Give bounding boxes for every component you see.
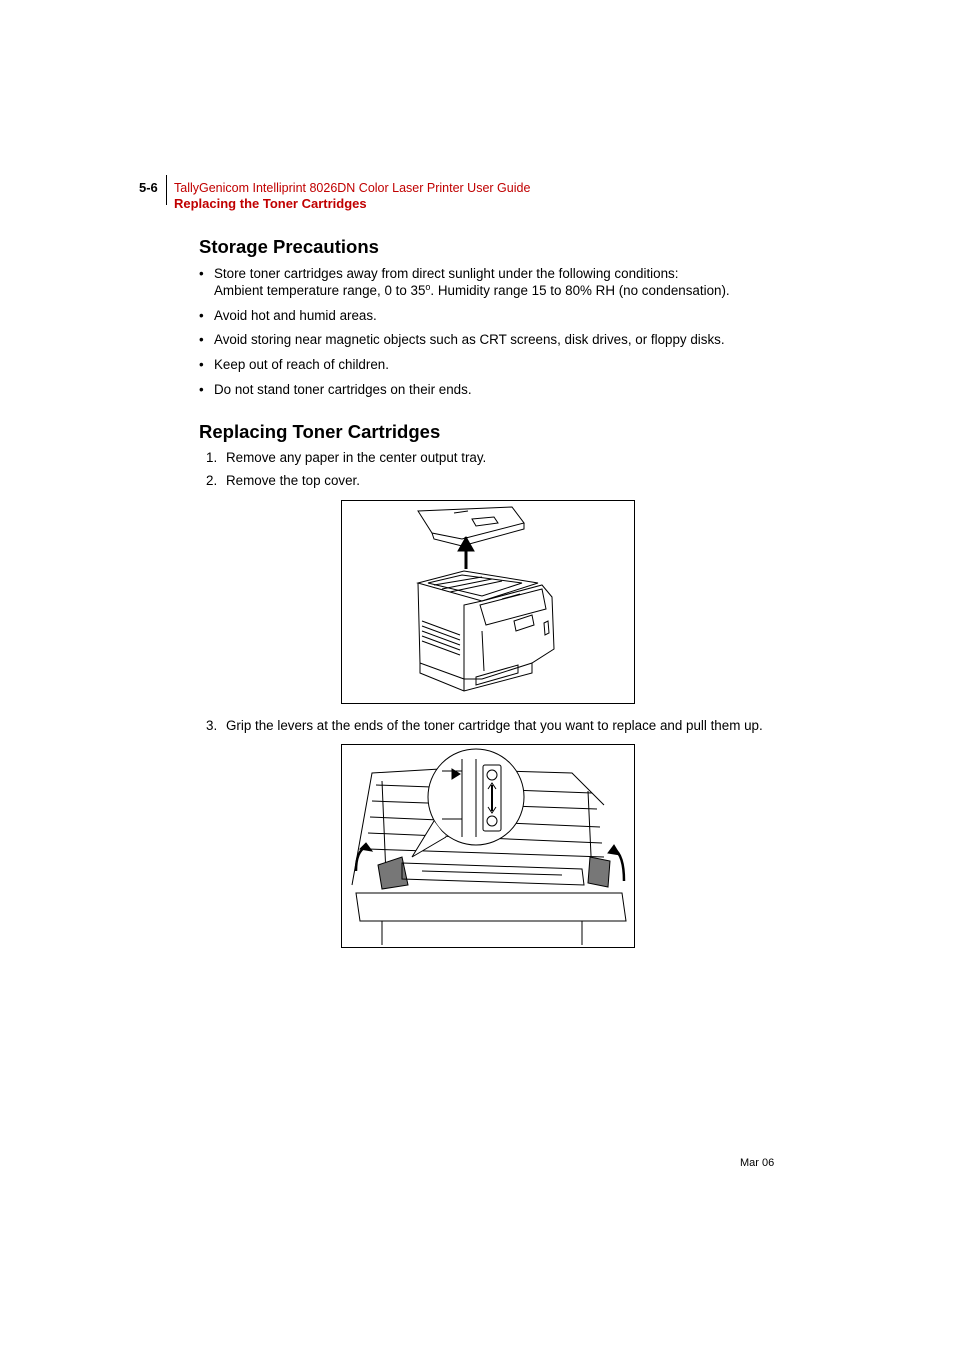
step-text: Grip the levers at the ends of the toner cartridge that you want to replace and pull them up. [226,718,763,733]
bullet-text: Ambient temperature range, 0 to 35$^o$. Humidity range 15 to 80% RH (no condensation). [214,282,730,298]
bullet-icon: • [199,357,204,372]
replacing-toner-heading: Replacing Toner Cartridges [199,421,441,442]
bullet-icon: • [199,332,204,347]
header-divider [166,175,167,205]
bullet-text: Do not stand toner cartridges on their ends. [214,382,472,397]
bullet-text: Avoid storing near magnetic objects such as CRT screens, disk drives, or floppy disks. [214,332,725,347]
degree-superscript: o [425,282,431,292]
section-title: Replacing the Toner Cartridges [174,196,367,211]
bullet-icon: • [199,382,204,397]
page-number: 5-6 [139,180,158,195]
document-title: TallyGenicom Intelliprint 8026DN Color Laser Printer User Guide [174,181,531,195]
step-number: 3. [206,718,218,733]
storage-precautions-heading: Storage Precautions [199,236,379,257]
step-number: 1. [206,450,218,465]
footer-date: Mar 06 [740,1157,775,1169]
top-cover-figure [341,500,635,704]
printer-top-cover-removal-illustration [342,501,634,703]
step-text: Remove the top cover. [226,473,360,488]
bullet-icon: • [199,266,204,281]
step-number: 2. [206,473,218,488]
toner-lever-pull-up-illustration [342,745,634,947]
bullet-text: Keep out of reach of children. [214,357,389,372]
bullet-text: Avoid hot and humid areas. [214,308,377,323]
bullet-icon: • [199,308,204,323]
bullet-text: Store toner cartridges away from direct sunlight under the following conditions: [214,266,679,281]
toner-lever-figure [341,744,635,948]
step-text: Remove any paper in the center output tray. [226,450,487,465]
